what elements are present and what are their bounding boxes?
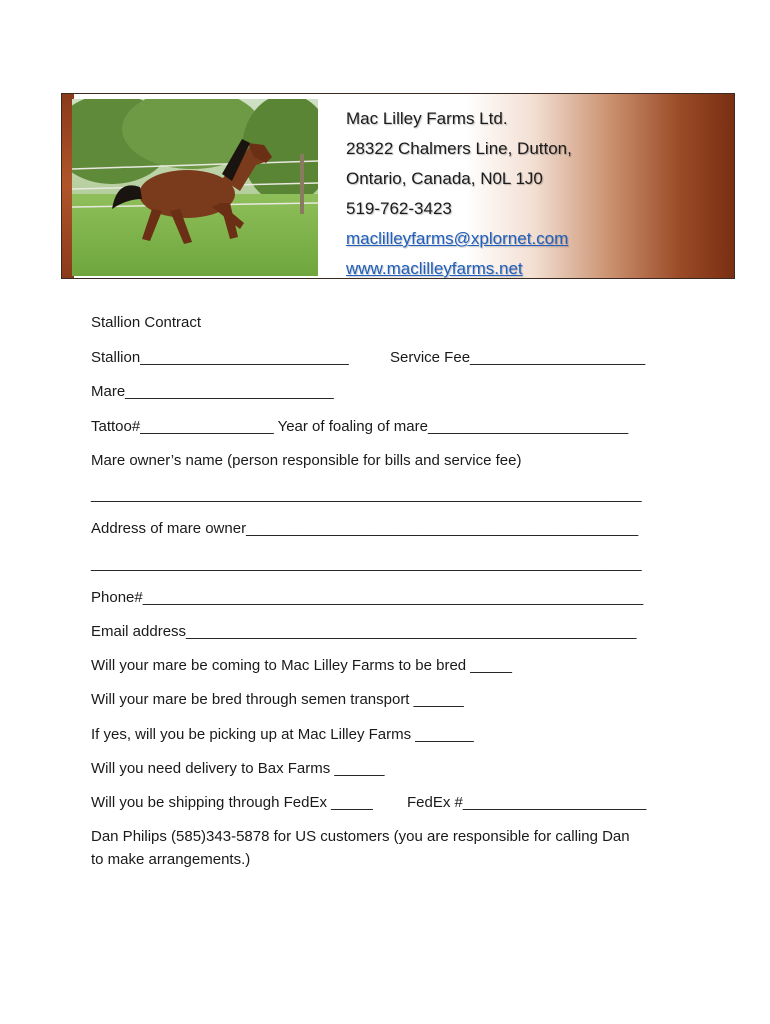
us-customers-note-line-1: Dan Philips (585)343-5878 for US customers (you are responsible for calling Dan xyxy=(91,828,630,845)
company-info xyxy=(346,104,572,284)
mare-owner-name-field[interactable]: __________________________________________________________________ xyxy=(91,486,642,503)
service-fee-field[interactable]: Service Fee_____________________ xyxy=(390,349,646,366)
tattoo-foaling-field[interactable]: Tattoo#________________ Year of foaling of mare________________________ xyxy=(91,418,629,435)
mare-owner-name-label: Mare owner’s name (person responsible for bills and service fee) xyxy=(91,452,522,469)
form-title: Stallion Contract xyxy=(91,314,202,331)
horse-photo xyxy=(72,99,318,276)
company-name: Mac Lilley Farms Ltd. xyxy=(346,109,508,128)
stallion-field[interactable]: Stallion_________________________ xyxy=(91,349,349,366)
fedex-number-field[interactable]: FedEx #______________________ xyxy=(407,794,647,811)
pickup-question[interactable]: If yes, will you be picking up at Mac Lilley Farms _______ xyxy=(91,726,474,743)
company-address-line-1: 28322 Chalmers Line, Dutton, xyxy=(346,139,572,158)
coming-to-farm-question[interactable]: Will your mare be coming to Mac Lilley Farms to be bred _____ xyxy=(91,657,513,674)
phone-field[interactable]: Phone#____________________________________________________________ xyxy=(91,589,644,606)
semen-transport-question[interactable]: Will your mare be bred through semen transport ______ xyxy=(91,691,464,708)
mare-owner-address-field[interactable]: Address of mare owner_______________________________________________ xyxy=(91,520,639,537)
email-field[interactable]: Email address______________________________________________________ xyxy=(91,623,637,640)
us-customers-note-line-2: to make arrangements.) xyxy=(91,851,251,868)
company-phone: 519-762-3423 xyxy=(346,199,452,218)
company-address-line-2: Ontario, Canada, N0L 1J0 xyxy=(346,169,543,188)
mare-field[interactable]: Mare_________________________ xyxy=(91,383,334,400)
mare-owner-address-field-2[interactable]: __________________________________________________________________ xyxy=(91,555,642,572)
letterhead xyxy=(61,93,735,279)
delivery-question[interactable]: Will you need delivery to Bax Farms ______ xyxy=(91,760,385,777)
company-website-link[interactable]: www.maclilleyfarms.net xyxy=(346,259,523,278)
company-email-link[interactable]: maclilleyfarms@xplornet.com xyxy=(346,229,569,248)
fedex-question[interactable]: Will you be shipping through FedEx _____ xyxy=(91,794,373,811)
